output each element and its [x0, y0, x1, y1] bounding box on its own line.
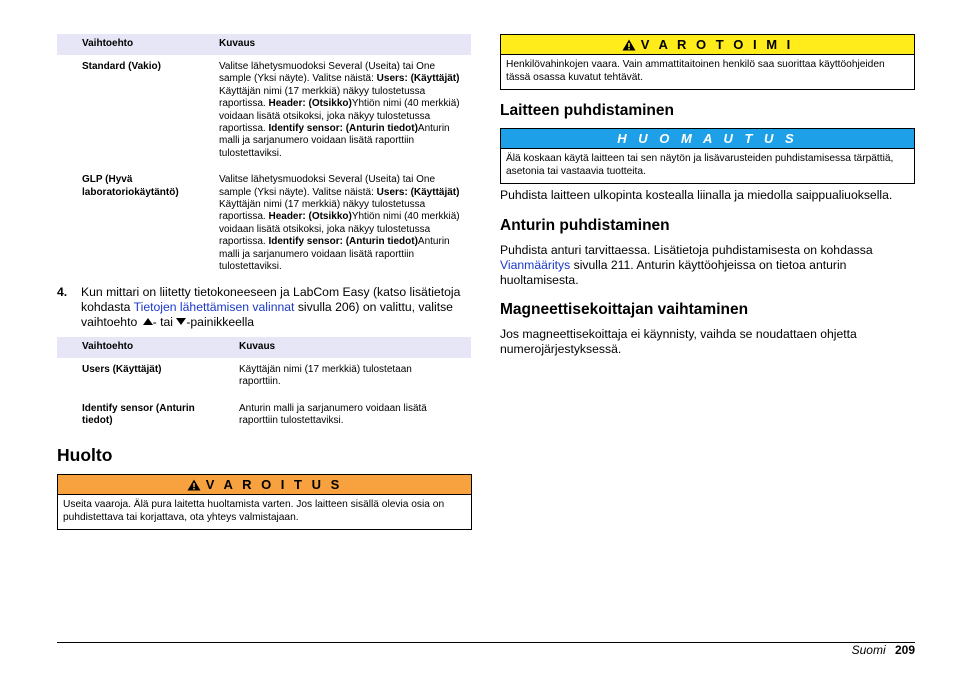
description-text: Käyttäjän nimi (17 merkkiä) näkyy tulostetussa raportissa. [219, 199, 426, 223]
warning-title: V A R O I T U S [205, 477, 343, 492]
section-heading-laitteen-puhdistaminen: Laitteen puhdistaminen [500, 102, 674, 119]
description-text: Yhtiön nimi (40 merkkiä) voidaan lisätä otsikoksi, joka näkyy tulostetussa raportissa. [219, 211, 460, 248]
column-header-description: Kuvaus [219, 34, 471, 55]
footer-language: Suomi [851, 643, 886, 657]
table-header-row [57, 34, 471, 55]
column-header-description: Kuvaus [239, 337, 471, 358]
bold-term: Header: (Otsikko) [268, 211, 352, 223]
description-text: Valitse lähetysmuodoksi Several (Useita) tai One sample (Yksi näyte). Valitse näistä: [219, 174, 436, 198]
warning-box [57, 474, 472, 530]
caution-text: Henkilövahinkojen vaara. Vain ammattitaitoinen henkilö saa suorittaa käyttöohjeiden tässä osassa kuvatut tehtävät. [506, 59, 885, 83]
warning-triangle-icon [622, 39, 636, 51]
stirrer-paragraph: Jos magneettisekoittaja ei käynnisty, vaihda se noudattaen ohjetta numerojärjestyksessä. [500, 327, 857, 356]
options-table-1 [57, 34, 471, 274]
step-4 [57, 285, 471, 330]
notice-title: H U O M A U T U S [617, 131, 798, 146]
step-text-after: -painikkeella [186, 315, 255, 329]
table-row [57, 55, 471, 174]
notice-text: Älä koskaan käytä laitteen tai sen näytön ja lisävarusteiden puhdistamisessa tärpättiä, asetonia tai vastaavia tuotteita. [506, 153, 894, 177]
option-name: GLP (Hyvä laboratoriokäytäntö) [82, 174, 179, 198]
option-description: Anturin malli ja sarjanumero voidaan lisätä raporttiin tulostettaviksi. [239, 402, 427, 427]
description-text: Anturin malli ja sarjanumero voidaan lisätä raporttiin tulostettaviksi. [219, 123, 450, 159]
sensor-text-after: sivulla 211. Anturin käyttöohjeissa on tietoa anturin huoltamisesta. [500, 258, 847, 287]
option-description [219, 55, 471, 174]
link-vianmaaritys[interactable]: Vianmääritys [500, 258, 571, 272]
warning-triangle-icon [187, 479, 201, 491]
step-text-between: - tai [152, 315, 177, 329]
bold-term: Identify sensor: (Anturin tiedot) [268, 236, 418, 248]
option-name: Users (Käyttäjät) [82, 364, 162, 375]
sensor-cleaning-paragraph [500, 243, 910, 288]
caution-title: V A R O T O I M I [640, 37, 794, 52]
notice-header [501, 129, 914, 149]
options-table-1-container [57, 34, 471, 274]
caution-box [500, 34, 915, 90]
option-name: Identify sensor (Anturin tiedot) [82, 402, 195, 427]
warning-text: Useita vaaroja. Älä pura laitetta huoltamista varten. Jos laitteen sisällä olevia osia on puhdistettava tai korjattava, ota yhteys valmistajaan. [63, 499, 445, 523]
description-text: Valitse lähetysmuodoksi Several (Useita) tai One sample (Yksi näyte). Valitse näistä: [219, 61, 436, 85]
option-description: Käyttäjän nimi (17 merkkiä) tulostetaan raporttiin. [239, 364, 412, 388]
page-footer [852, 643, 915, 658]
table-header-row [57, 337, 471, 358]
section-heading-huolto: Huolto [57, 445, 113, 465]
page-number: 209 [894, 643, 915, 657]
options-table-2-container [57, 337, 471, 428]
link-tietojen-lahettamisen-valinnat[interactable]: Tietojen lähettämisen valinnat [133, 300, 295, 314]
option-name: Standard (Vakio) [82, 61, 161, 72]
options-table-2 [57, 337, 471, 428]
sensor-text-before: Puhdista anturi tarvittaessa. Lisätietoja puhdistamisesta on kohdassa [500, 243, 873, 257]
description-text: Yhtiön nimi (40 merkkiä) voidaan lisätä otsikoksi, joka näkyy tulostetussa raportissa. [219, 98, 460, 135]
table-row [57, 174, 471, 273]
bold-term: Header: (Otsikko) [268, 98, 352, 110]
arrow-up-icon [143, 318, 153, 325]
table-row [57, 358, 471, 403]
step-text-before: Kun mittari on liitetty tietokoneeseen ja LabCom Easy (katso lisätietoja kohdasta [81, 285, 461, 314]
step-text-mid: sivulla 206) on valittu, valitse vaihtoehto [81, 300, 453, 329]
section-heading-magneettisekoittajan-vaihtaminen: Magneettisekoittajan vaihtaminen [500, 301, 749, 318]
bold-term: Identify sensor: (Anturin tiedot) [268, 123, 418, 135]
caution-header [501, 35, 914, 55]
description-text: Anturin malli ja sarjanumero voidaan lisätä raporttiin tulostettaviksi. [219, 236, 450, 273]
column-header-option: Vaihtoehto [57, 337, 239, 358]
column-header-option: Vaihtoehto [57, 34, 219, 55]
bold-term: Users: (Käyttäjät) [376, 73, 460, 85]
arrow-down-icon [176, 318, 186, 325]
option-description [219, 174, 471, 273]
bold-term: Users: (Käyttäjät) [376, 186, 460, 198]
section-heading-anturin-puhdistaminen: Anturin puhdistaminen [500, 217, 670, 234]
step-number: 4. [57, 285, 68, 299]
footer-divider [57, 642, 915, 643]
cleaning-paragraph: Puhdista laitteen ulkopinta kostealla liinalla ja miedolla saippualiuoksella. [500, 188, 893, 202]
step-text [81, 285, 471, 330]
warning-header [58, 475, 471, 495]
description-text: Käyttäjän nimi (17 merkkiä) näkyy tulostetussa raportissa. [219, 85, 426, 110]
notice-box [500, 128, 915, 184]
table-row [57, 403, 471, 428]
